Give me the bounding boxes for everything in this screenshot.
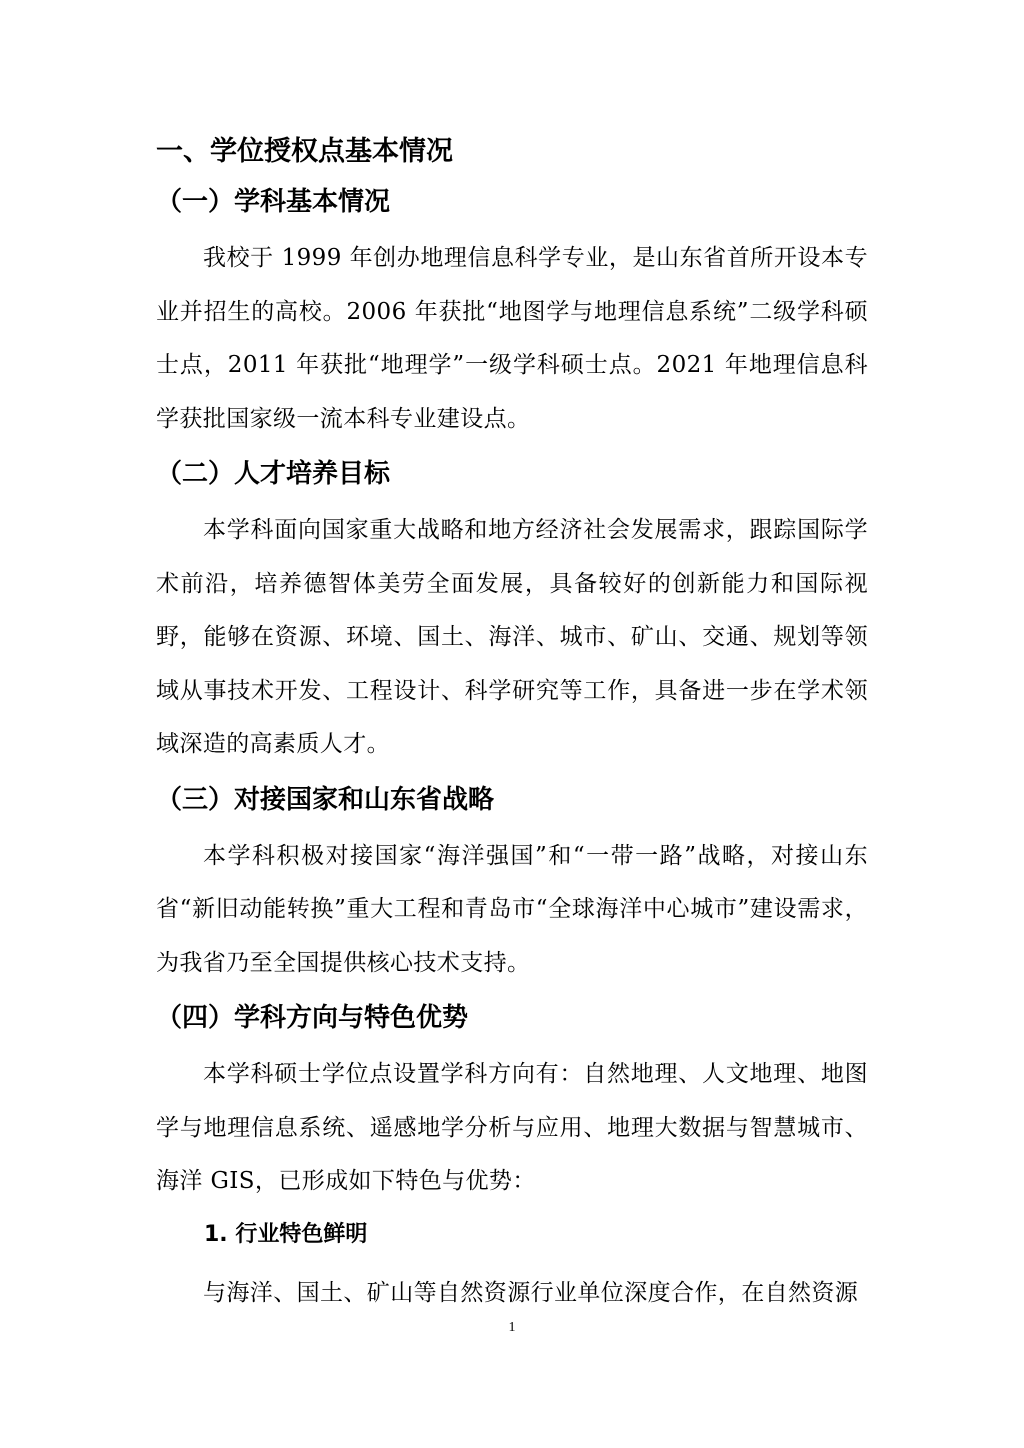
paragraph-research-directions: 本学科硕士学位点设置学科方向有：自然地理、人文地理、地图学与地理信息系统、遥感地学分析与应用、地理大数据与智慧城市、海洋 GIS，已形成如下特色与优势： xyxy=(156,1061,868,1194)
paragraph-industry-features: 与海洋、国土、矿山等自然资源行业单位深度合作，在自然资源 xyxy=(203,1279,859,1306)
numbered-heading-industry: 1. 行业特色鲜明 xyxy=(204,1221,368,1247)
subsection-heading-4: （四）学科方向与特色优势 xyxy=(156,1003,469,1033)
paragraph-discipline-overview: 我校于 1999 年创办地理信息科学专业，是山东省首所开设本专业并招生的高校。2006 年获批“地图学与地理信息系统”二级学科硕士点，2011 年获批“地理学”一级学科硕士点。2021 年地理信息科学获批国家级一流本科专业建设点。 xyxy=(156,245,868,432)
subsection-heading-2: （二）人才培养目标 xyxy=(156,459,391,489)
section-heading-main: 一、学位授权点基本情况 xyxy=(156,136,453,167)
page-number: 1 xyxy=(508,1320,516,1335)
subsection-heading-1: （一）学科基本情况 xyxy=(156,187,391,217)
paragraph-national-strategy: 本学科积极对接国家“海洋强国”和“一带一路”战略，对接山东省“新旧动能转换”重大工程和青岛市“全球海洋中心城市”建设需求，为我省乃至全国提供核心技术支持。 xyxy=(156,842,868,976)
document-body xyxy=(156,130,868,1326)
paragraph-training-goals: 本学科面向国家重大战略和地方经济社会发展需求，跟踪国际学术前沿，培养德智体美劳全面发展，具备较好的创新能力和国际视野，能够在资源、环境、国土、海洋、城市、矿山、交通、规划等领域从事技术开发、工程设计、科学研究等工作，具备进一步在学术领域深造的高素质人才。 xyxy=(156,517,868,757)
subsection-heading-3: （三）对接国家和山东省战略 xyxy=(156,784,495,815)
